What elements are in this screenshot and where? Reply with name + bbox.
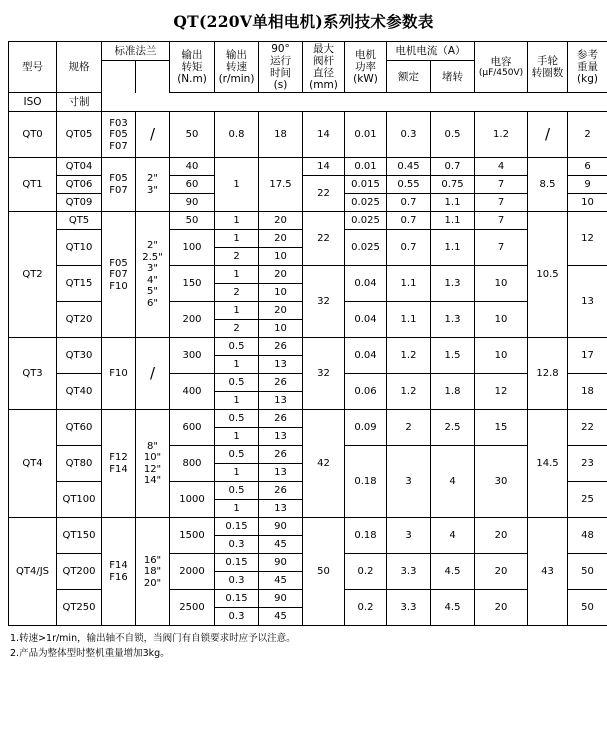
cell-stall: 1.3 [431,302,475,338]
cell-handwheel: 10.5 [528,212,568,338]
cell-rated: 2 [387,410,431,446]
cell-rated: 0.7 [387,194,431,212]
cell-inch [136,212,170,338]
cell-runtime: 13 [259,392,303,410]
cell-power: 0.025 [345,194,387,212]
cell-stall: 4 [431,446,475,518]
table-row [9,212,607,230]
cell-stall: 1.8 [431,374,475,410]
inch-line: 2" [147,240,158,252]
cell-inch: / [136,338,170,410]
th-power [345,42,387,93]
cell-torque: 200 [170,302,215,338]
cell-rated: 1.2 [387,374,431,410]
iso-line: F05 [109,173,128,185]
cell-stall: 4.5 [431,554,475,590]
cell-stall: 0.7 [431,158,475,176]
th-weight-l2: 重量 [577,61,598,74]
cell-speed: 1 [215,230,259,248]
cell-torque: 40 [170,158,215,176]
cell-weight: 25 [568,482,607,518]
cell-model: QT0 [9,112,57,158]
cell-stem: 42 [303,410,345,518]
cell-stall: 2.5 [431,410,475,446]
cell-iso [102,410,136,518]
cell-stem: 32 [303,338,345,410]
cell-speed: 0.3 [215,572,259,590]
inch-line: 16" [143,554,162,566]
th-flange-iso: ISO [9,93,57,112]
iso-line: F16 [109,571,128,583]
table-row [9,518,607,536]
cell-torque: 2500 [170,590,215,626]
cell-capacitor: 7 [475,176,528,194]
th-runtime-l2: 运行 [270,55,291,68]
cell-rated: 3 [387,518,431,554]
cell-inch [136,410,170,518]
th-stem-l1: 最大 [313,43,334,55]
inch-line: 8" [147,440,158,452]
cell-runtime: 13 [259,428,303,446]
th-weight [568,42,607,93]
note-2: 2.产品为整体型时整机重量增加3kg。 [10,647,170,659]
cell-power: 0.04 [345,266,387,302]
table-header [9,42,607,112]
cell-capacitor: 10 [475,338,528,374]
cell-torque: 400 [170,374,215,410]
cell-runtime: 20 [259,266,303,284]
iso-line: F14 [109,560,128,572]
th-flange-group: 标准法兰 [102,42,170,61]
cell-runtime: 17.5 [259,158,303,212]
cell-runtime: 10 [259,248,303,266]
cell-power: 0.015 [345,176,387,194]
cell-model: QT1 [9,158,57,212]
cell-iso [102,158,136,212]
th-speed-l3: (r/min) [218,73,255,86]
cell-capacitor: 15 [475,410,528,446]
cell-power: 0.01 [345,158,387,176]
cell-speed: 0.5 [215,374,259,392]
cell-runtime: 10 [259,320,303,338]
cell-weight: 18 [568,374,607,410]
cell-speed: 2 [215,248,259,266]
cell-speed: 0.5 [215,446,259,464]
cell-spec: QT30 [57,338,102,374]
cell-rated: 3.3 [387,554,431,590]
inch-line: 6" [147,297,158,309]
cell-stem: 22 [303,176,345,212]
cell-model: QT4 [9,410,57,518]
cell-stall: 0.75 [431,176,475,194]
inch-line: 10" [143,452,162,464]
cell-inch: / [136,112,170,158]
cell-runtime: 26 [259,410,303,428]
iso-line: F07 [109,140,128,152]
cell-spec: QT04 [57,158,102,176]
cell-speed: 0.15 [215,518,259,536]
inch-line: 14" [143,475,162,487]
cell-stall: 1.1 [431,230,475,266]
th-flange-spacer [102,61,136,93]
cell-stem: 22 [303,212,345,266]
cell-capacitor: 30 [475,446,528,518]
cell-speed: 1 [215,212,259,230]
th-weight-l3: (kg) [577,73,598,86]
th-cap-l2: (μF/450V) [478,67,524,78]
cell-runtime: 90 [259,590,303,608]
cell-weight: 9 [568,176,607,194]
iso-line: F05 [109,129,128,140]
iso-line: F05 [109,257,128,269]
th-current-group: 电机电流（A） [387,42,475,61]
cell-speed: 0.8 [215,112,259,158]
iso-line: F07 [109,184,128,196]
cell-runtime: 13 [259,464,303,482]
cell-speed: 0.5 [215,482,259,500]
table-row [9,338,607,356]
cell-rated: 0.45 [387,158,431,176]
cell-runtime: 45 [259,608,303,626]
cell-weight: 2 [568,112,607,158]
iso-line: F03 [109,117,128,129]
iso-line: F10 [109,280,128,292]
th-power-l2: 功率 [355,61,376,74]
spec-table [8,41,607,626]
cell-spec: QT15 [57,266,102,302]
th-model: 型号 [9,42,57,93]
cell-runtime: 20 [259,212,303,230]
cell-runtime: 45 [259,572,303,590]
iso-line: F14 [109,463,128,475]
cell-stall: 4 [431,518,475,554]
cell-capacitor: 20 [475,518,528,554]
cell-weight: 17 [568,338,607,374]
cell-spec: QT150 [57,518,102,554]
cell-capacitor: 7 [475,194,528,212]
th-runtime-l3: 时间 [270,67,291,80]
cell-speed: 0.5 [215,410,259,428]
iso-line: F07 [109,269,128,280]
cell-model: QT2 [9,212,57,338]
th-speed [215,42,259,93]
cell-inch [136,158,170,212]
cell-spec: QT40 [57,374,102,410]
cell-runtime: 18 [259,112,303,158]
cell-capacitor: 20 [475,554,528,590]
cell-torque: 1500 [170,518,215,554]
cell-iso [102,518,136,626]
cell-runtime: 90 [259,518,303,536]
cell-runtime: 13 [259,500,303,518]
cell-torque: 600 [170,410,215,446]
cell-weight: 48 [568,518,607,554]
th-stem [303,42,345,93]
cell-speed: 1 [215,500,259,518]
cell-speed: 0.3 [215,536,259,554]
iso-line: F12 [109,452,128,464]
cell-runtime: 10 [259,284,303,302]
th-hw-l2: 转圈数 [531,67,564,80]
cell-torque: 800 [170,446,215,482]
notes-block [8,632,599,661]
th-current-rated: 额定 [387,61,431,93]
th-flange-spacer2 [136,61,170,93]
cell-speed: 1 [215,356,259,374]
cell-speed: 2 [215,320,259,338]
cell-torque: 1000 [170,482,215,518]
cell-torque: 150 [170,266,215,302]
cell-spec: QT05 [57,112,102,158]
cell-rated: 3 [387,446,431,518]
cell-speed: 2 [215,284,259,302]
cell-capacitor: 7 [475,230,528,266]
th-runtime-l4: (s) [273,79,288,92]
cell-spec: QT10 [57,230,102,266]
th-hw-l1: 手轮 [537,55,558,68]
cell-power: 0.04 [345,302,387,338]
th-weight-l1: 参考 [577,49,598,62]
cell-speed: 1 [215,464,259,482]
cell-capacitor: 10 [475,302,528,338]
cell-weight: 13 [568,266,607,338]
th-torque-l2: 转矩 [181,61,203,74]
cell-power: 0.18 [345,518,387,554]
cell-torque: 2000 [170,554,215,590]
cell-capacitor: 4 [475,158,528,176]
th-torque [170,42,215,93]
cell-speed: 1 [215,428,259,446]
cell-power: 0.025 [345,230,387,266]
cell-power: 0.06 [345,374,387,410]
cell-speed: 0.5 [215,338,259,356]
cell-handwheel: 14.5 [528,410,568,518]
cell-power: 0.2 [345,554,387,590]
th-current-stall: 堵转 [431,61,475,93]
cell-stall: 0.5 [431,112,475,158]
cell-spec: QT100 [57,482,102,518]
cell-power: 0.01 [345,112,387,158]
th-torque-l3: (N.m) [177,73,207,86]
inch-line: 3" [147,184,158,196]
cell-power: 0.09 [345,410,387,446]
cell-torque: 50 [170,112,215,158]
inch-line: 5" [147,286,158,298]
inch-line: 3" [147,263,158,275]
th-stem-l4: (mm) [309,79,338,92]
cell-rated: 0.7 [387,230,431,266]
cell-torque: 100 [170,230,215,266]
cell-iso: F10 [102,338,136,410]
cell-inch [136,518,170,626]
cell-runtime: 45 [259,536,303,554]
cell-rated: 0.7 [387,212,431,230]
cell-runtime: 26 [259,374,303,392]
cell-spec: QT80 [57,446,102,482]
cell-model: QT4/JS [9,518,57,626]
inch-line: 2" [147,173,158,185]
table-body [9,112,607,626]
cell-power: 0.025 [345,212,387,230]
table-row [9,176,607,194]
note-1: 1.转速>1r/min，输出轴不自锁，当阀门有自锁要求时应予以注意。 [10,633,296,645]
cell-speed: 0.3 [215,608,259,626]
th-runtime-l1: 90° [271,43,290,55]
cell-runtime: 26 [259,482,303,500]
cell-weight: 22 [568,410,607,446]
th-flange-inch: 寸制 [57,93,102,112]
cell-stem: 14 [303,158,345,176]
cell-power: 0.18 [345,446,387,518]
cell-runtime: 20 [259,230,303,248]
cell-iso [102,112,136,158]
cell-power: 0.04 [345,338,387,374]
th-spec: 规格 [57,42,102,93]
cell-rated: 1.1 [387,302,431,338]
cell-torque: 90 [170,194,215,212]
cell-runtime: 20 [259,302,303,320]
th-speed-l2: 转速 [226,61,247,74]
cell-rated: 1.2 [387,338,431,374]
cell-runtime: 26 [259,446,303,464]
cell-stall: 1.3 [431,266,475,302]
cell-speed: 0.15 [215,590,259,608]
cell-spec: QT5 [57,212,102,230]
cell-capacitor: 12 [475,374,528,410]
cell-capacitor: 1.2 [475,112,528,158]
inch-line: 18" [143,566,162,577]
inch-line: 12" [143,463,162,475]
cell-spec: QT200 [57,554,102,590]
cell-weight: 10 [568,194,607,212]
cell-stem: 32 [303,266,345,338]
table-row [9,112,607,158]
page-title: QT(220V单相电机)系列技术参数表 [173,12,434,31]
cell-speed: 0.15 [215,554,259,572]
th-runtime [259,42,303,93]
cell-runtime: 26 [259,338,303,356]
cell-weight: 23 [568,446,607,482]
cell-speed: 1 [215,302,259,320]
cell-runtime: 90 [259,554,303,572]
cell-weight: 50 [568,590,607,626]
cell-speed: 1 [215,392,259,410]
inch-line: 2.5" [142,251,163,263]
th-capacitor [475,42,528,93]
cell-stall: 1.1 [431,212,475,230]
cell-capacitor: 20 [475,590,528,626]
table-row [9,266,607,284]
th-stem-l2: 阀杆 [313,55,334,68]
th-speed-l1: 输出 [226,49,247,62]
cell-torque: 60 [170,176,215,194]
th-power-l3: (kW) [353,73,378,86]
cell-weight: 12 [568,212,607,266]
cell-spec: QT60 [57,410,102,446]
cell-rated: 0.3 [387,112,431,158]
cell-rated: 3.3 [387,590,431,626]
cell-handwheel: 12.8 [528,338,568,410]
cell-handwheel: 43 [528,518,568,626]
inch-line: 4" [147,274,158,286]
cell-iso [102,212,136,338]
cell-stall: 4.5 [431,590,475,626]
cell-runtime: 13 [259,356,303,374]
cell-handwheel: / [528,112,568,158]
cell-handwheel: 8.5 [528,158,568,212]
th-handwheel [528,42,568,93]
cell-spec: QT06 [57,176,102,194]
th-power-l1: 电机 [355,49,376,62]
cell-stall: 1.1 [431,194,475,212]
cell-torque: 300 [170,338,215,374]
table-row [9,410,607,428]
th-stem-l3: 直径 [313,67,334,80]
cell-capacitor: 10 [475,266,528,302]
cell-capacitor: 7 [475,212,528,230]
cell-speed: 1 [215,158,259,212]
cell-weight: 6 [568,158,607,176]
cell-weight: 50 [568,554,607,590]
cell-rated: 1.1 [387,266,431,302]
cell-rated: 0.55 [387,176,431,194]
inch-line: 20" [143,577,162,589]
cell-stall: 1.5 [431,338,475,374]
th-cap-l1: 电容 [490,55,512,68]
cell-stem: 14 [303,112,345,158]
cell-spec: QT09 [57,194,102,212]
cell-power: 0.2 [345,590,387,626]
cell-model: QT3 [9,338,57,410]
table-row [9,158,607,176]
cell-stem: 50 [303,518,345,626]
cell-spec: QT250 [57,590,102,626]
cell-speed: 1 [215,266,259,284]
cell-spec: QT20 [57,302,102,338]
cell-torque: 50 [170,212,215,230]
th-torque-l1: 输出 [181,49,203,62]
